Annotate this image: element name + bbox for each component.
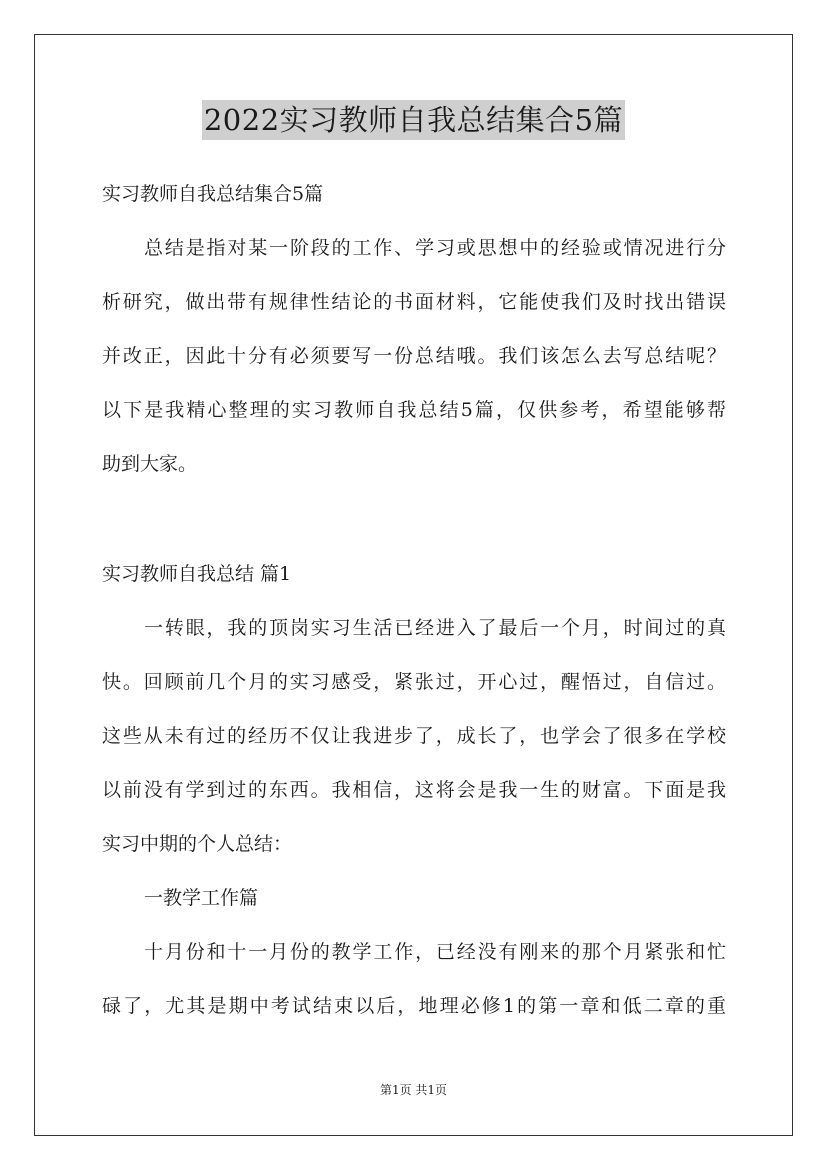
- intro-line-4: 以下是我精心整理的实习教师自我总结5篇，仅供参考，希望能够帮: [102, 399, 726, 421]
- section-heading: 实习教师自我总结 篇1: [102, 563, 292, 585]
- section2-line-2: 碌了，尤其是期中考试结束以后，地理必修1的第一章和低二章的重: [102, 995, 726, 1017]
- subheading: 一教学工作篇: [144, 887, 259, 909]
- section1-line-4: 以前没有学到过的东西。我相信，这将会是我一生的财富。下面是我: [102, 779, 726, 801]
- section1-line-5: 实习中期的个人总结：: [102, 833, 293, 855]
- document-title: 2022实习教师自我总结集合5篇: [202, 100, 625, 140]
- title-container: [0, 100, 827, 140]
- section1-line-2: 快。回顾前几个月的实习感受，紧张过，开心过，醒悟过，自信过。: [102, 671, 726, 693]
- subtitle: 实习教师自我总结集合5篇: [102, 183, 324, 205]
- section1-line-3: 这些从未有过的经历不仅让我进步了，成长了，也学会了很多在学校: [102, 725, 726, 747]
- intro-line-5: 助到大家。: [102, 453, 198, 475]
- intro-line-3: 并改正，因此十分有必须要写一份总结哦。我们该怎么去写总结呢？: [102, 345, 726, 367]
- page-footer: 第1页 共1页: [379, 1083, 448, 1097]
- section2-line-1: 十月份和十一月份的教学工作，已经没有刚来的那个月紧张和忙: [144, 941, 726, 963]
- intro-line-2: 析研究，做出带有规律性结论的书面材料，它能使我们及时找出错误: [102, 291, 726, 313]
- section1-line-1: 一转眼，我的顶岗实习生活已经进入了最后一个月，时间过的真: [144, 617, 726, 639]
- intro-line-1: 总结是指对某一阶段的工作、学习或思想中的经验或情况进行分: [144, 237, 726, 259]
